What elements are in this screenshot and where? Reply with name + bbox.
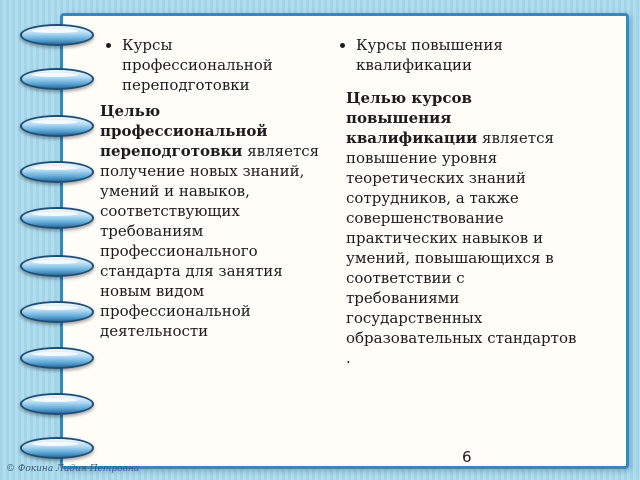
left-column xyxy=(100,35,325,341)
right-lead-text: Целью курсов повышения квалификации xyxy=(346,89,478,147)
left-bullet-item xyxy=(100,35,302,95)
binder-ring-icon xyxy=(20,161,94,183)
left-lead-text: Целью профессиональной переподготовки xyxy=(100,102,268,160)
binder-ring-icon xyxy=(20,207,94,229)
bullet-icon xyxy=(340,43,345,48)
left-bullet-text: Курсы профессиональной переподготовки xyxy=(122,36,273,94)
binder-ring-icon xyxy=(20,24,94,46)
left-paragraph xyxy=(100,101,322,341)
binder-ring-icon xyxy=(20,347,94,369)
binder-ring-icon xyxy=(20,437,94,459)
bullet-icon xyxy=(106,43,111,48)
author-signature: © Фокина Лидия Петровна xyxy=(6,464,140,474)
right-bullet-item xyxy=(334,35,556,75)
binder-ring-icon xyxy=(20,115,94,137)
left-body-text: является получение новых знаний, умений и навыков, соответствующих требованиям профессионального стандарта для занятия новым видом профессиональной деятельности xyxy=(100,142,320,340)
right-column xyxy=(334,35,577,368)
right-paragraph xyxy=(334,88,578,368)
binder-ring-icon xyxy=(20,393,94,415)
binder-ring-icon xyxy=(20,255,94,277)
binder-ring-icon xyxy=(20,68,94,90)
page-number: 6 xyxy=(462,448,472,466)
right-bullet-text: Курсы повышения квалификации xyxy=(356,36,503,74)
right-body-text: является повышение уровня теоретических знаний сотрудников, а также совершенствование практических навыков и умений, повышающихся в соответствии с требованиями государственных образовательных стандартов . xyxy=(346,129,577,367)
binder-ring-icon xyxy=(20,301,94,323)
